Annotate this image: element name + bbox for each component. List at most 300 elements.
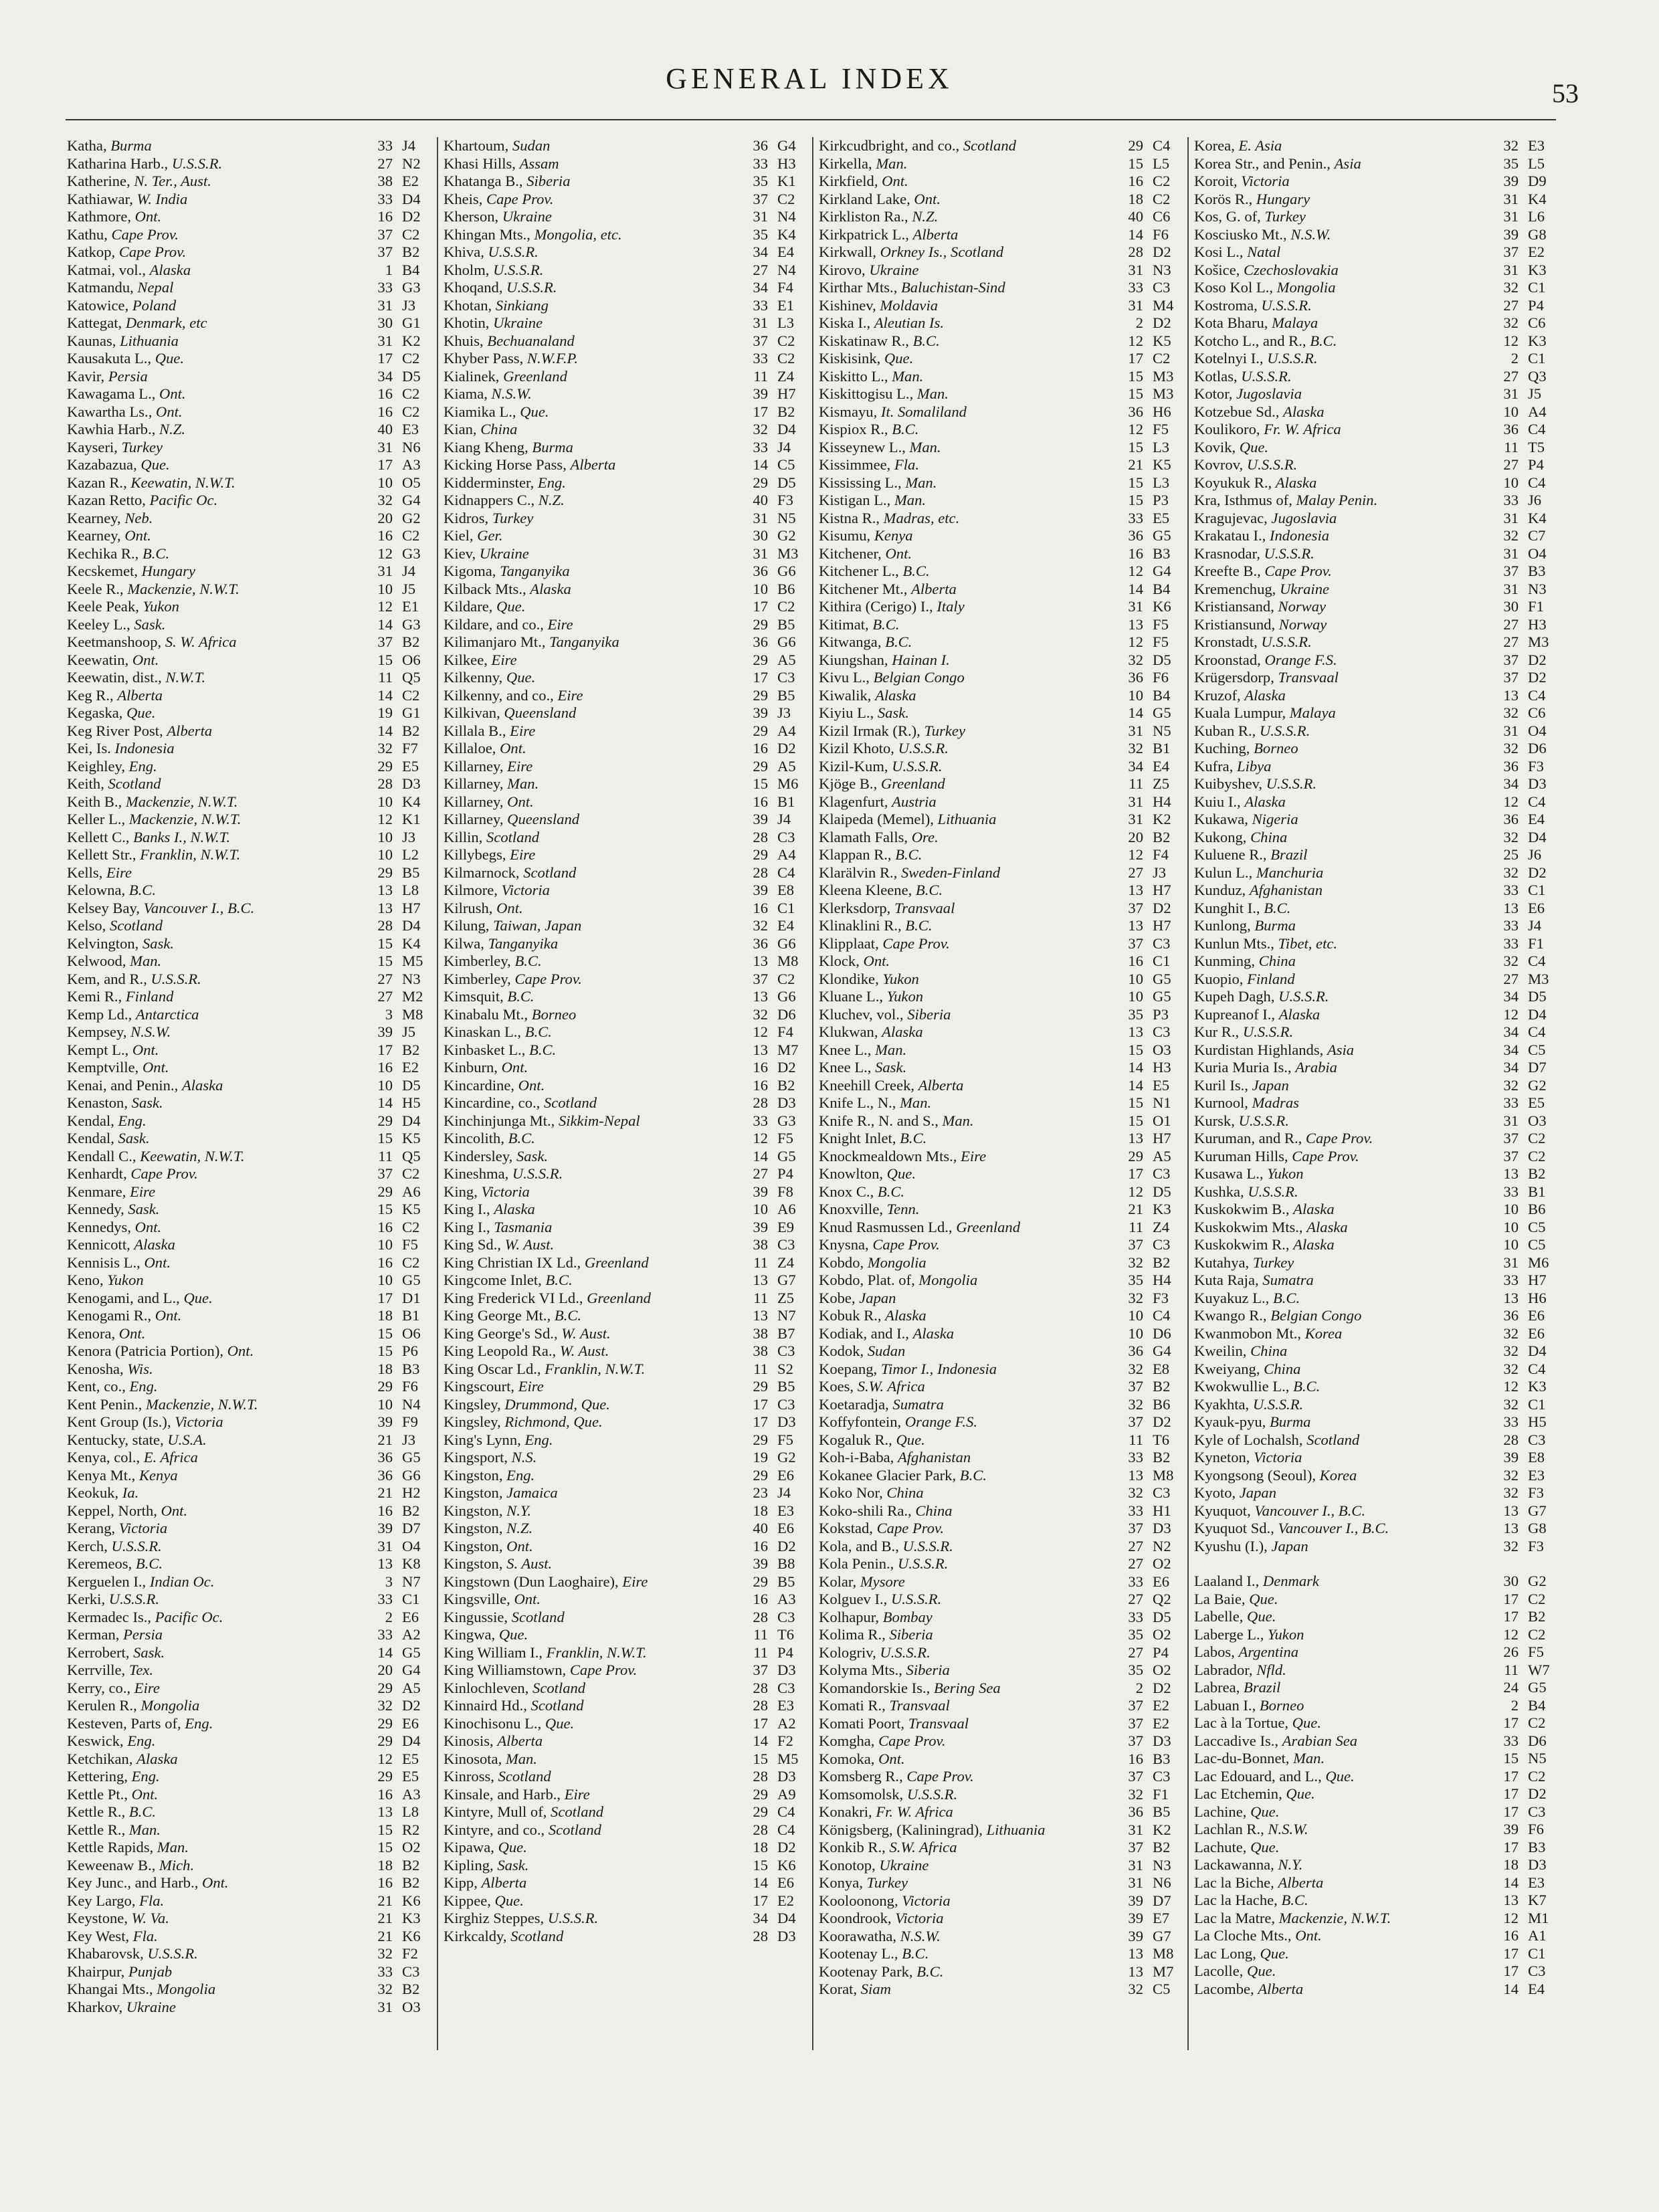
entry-region: Neb. (124, 509, 153, 526)
entry-name: Kruzof, (1194, 686, 1245, 704)
entry-region: N.W.T. (165, 669, 206, 686)
entry-grid: C3 (1153, 934, 1171, 952)
entry-name: Kola Penin., (819, 1555, 898, 1572)
entry-page: 13 (1128, 1130, 1143, 1146)
entry-place (1194, 1608, 1488, 1626)
entry-name: Kholm, (444, 261, 494, 278)
entry-page: 13 (753, 1307, 768, 1324)
entry-name: Kiungshan, (819, 651, 892, 668)
entry-grid: B2 (1153, 1253, 1171, 1271)
index-entry (67, 297, 431, 315)
entry-name: Khiva, (444, 243, 488, 260)
entry-region: Scotland (551, 1803, 604, 1820)
entry-page: 31 (377, 1998, 393, 2015)
entry-grid: P4 (777, 1643, 793, 1661)
entry-grid: F1 (1528, 598, 1544, 615)
entry-grid: D2 (1153, 1413, 1171, 1430)
index-entry (444, 758, 807, 776)
entry-page: 14 (377, 615, 393, 633)
entry-region: Que. (1247, 1608, 1276, 1625)
index-entry (444, 1467, 807, 1485)
index-entry (1194, 1236, 1557, 1254)
index-entry (67, 1130, 431, 1148)
entry-grid: B2 (402, 1502, 420, 1519)
entry-page: 17 (1503, 1608, 1519, 1625)
entry-name: Kosi L., (1194, 243, 1248, 260)
entry-name: Kincardine, (444, 1076, 518, 1094)
entry-place (819, 1484, 1112, 1502)
entry-region: B.C. (128, 1803, 157, 1820)
index-entry (444, 1006, 807, 1024)
entry-grid: F5 (402, 1236, 418, 1253)
entry-name: Kweilin, (1194, 1342, 1251, 1359)
entry-region: Alaska (1275, 474, 1317, 491)
entry-grid: E8 (1153, 1360, 1170, 1377)
entry-grid: C1 (1528, 882, 1546, 898)
entry-grid: E7 (1153, 1910, 1170, 1926)
index-entry (819, 1059, 1182, 1077)
index-entry (819, 1573, 1182, 1591)
entry-region: B.C. (905, 917, 933, 934)
index-entry (1194, 793, 1557, 811)
entry-name: Kawartha Ls., (67, 403, 157, 420)
index-entry (67, 1626, 431, 1644)
entry-page: 15 (377, 934, 393, 952)
entry-name: Kenaston, (67, 1094, 132, 1111)
entry-region: Cape Prov. (872, 1236, 940, 1253)
index-entry (67, 1484, 431, 1502)
entry-place (67, 1662, 362, 1680)
entry-page: 37 (1503, 563, 1519, 579)
entry-region: Turkey (1264, 208, 1306, 225)
entry-place (444, 262, 737, 280)
entry-name: Khairpur, (67, 1963, 128, 1980)
entry-place (67, 829, 362, 847)
entry-region: Ont. (132, 1041, 159, 1058)
entry-place (67, 1378, 362, 1396)
entry-region: Mongolia (918, 1272, 978, 1288)
entry-grid: A1 (1528, 1927, 1547, 1944)
entry-place (1194, 403, 1488, 421)
entry-place (1194, 545, 1488, 563)
entry-name: King Christian IX Ld., (444, 1253, 585, 1271)
entry-page: 32 (1503, 1324, 1519, 1342)
entry-name: Kenosha, (67, 1360, 128, 1377)
entry-page: 16 (753, 1537, 768, 1554)
entry-region: Ont. (124, 527, 151, 544)
entry-name: Kristiansand, (1194, 598, 1278, 615)
entry-place (819, 1555, 1112, 1573)
entry-name: Klukwan, (819, 1023, 882, 1040)
entry-page: 35 (753, 225, 768, 243)
entry-place (67, 1112, 362, 1130)
index-entry (444, 1023, 807, 1041)
index-entry (444, 1236, 807, 1254)
entry-grid: C7 (1528, 527, 1546, 544)
index-entry (819, 971, 1182, 989)
entry-page: 18 (753, 1839, 768, 1855)
entry-name: Kostroma, (1194, 296, 1262, 314)
entry-name: Kempsey, (67, 1023, 131, 1040)
entry-place (444, 297, 737, 315)
entry-region: Ukraine (869, 261, 919, 278)
entry-grid: D6 (1153, 1324, 1171, 1342)
entry-page: 10 (1503, 1201, 1519, 1217)
entry-region: Man. (507, 775, 539, 792)
index-entry (67, 332, 431, 350)
entry-page: 21 (377, 1484, 393, 1501)
entry-page: 15 (1128, 1112, 1143, 1129)
entry-place (1194, 1768, 1488, 1786)
index-entry (444, 1413, 807, 1431)
index-entry (1194, 1484, 1557, 1502)
entry-page: 32 (377, 492, 393, 508)
entry-name: Kilimanjaro Mt., (444, 633, 550, 650)
entry-page: 29 (753, 757, 768, 775)
entry-place (819, 1803, 1112, 1821)
entry-page: 15 (1503, 1750, 1519, 1767)
entry-place (444, 1201, 737, 1219)
entry-place (1194, 793, 1488, 811)
entry-region: B.C. (1293, 1378, 1321, 1395)
entry-place (819, 173, 1112, 191)
entry-place (819, 350, 1112, 368)
entry-region: S. Aust. (506, 1555, 553, 1572)
entry-place (819, 846, 1112, 864)
entry-region: Sinkiang (495, 296, 549, 314)
entry-region: Sask. (133, 1643, 165, 1661)
entry-page: 27 (377, 970, 393, 987)
entry-name: Klappan R., (819, 846, 896, 863)
entry-grid: C2 (777, 350, 795, 367)
index-entry (444, 1555, 807, 1573)
entry-page: 29 (753, 1466, 768, 1484)
index-entry (1194, 971, 1557, 989)
entry-name: Kazabazua, (67, 456, 141, 473)
index-entry (819, 669, 1182, 687)
index-entry (1194, 1148, 1557, 1166)
index-entry (444, 1803, 807, 1821)
entry-place (67, 1945, 362, 1963)
index-entry (444, 262, 807, 280)
entry-page: 16 (753, 1076, 768, 1094)
entry-region: N.S.W. (1268, 1821, 1308, 1837)
index-entry (1194, 616, 1557, 634)
entry-page: 17 (377, 1289, 393, 1306)
entry-name: Kenmare, (67, 1183, 130, 1200)
entry-grid: C1 (1528, 1944, 1546, 1962)
index-entry (444, 598, 807, 616)
entry-page: 10 (753, 1201, 768, 1217)
entry-region: Ont. (156, 403, 183, 420)
entry-grid: Z4 (777, 1253, 795, 1271)
entry-place (1194, 421, 1488, 439)
entry-name: Kilmore, (444, 882, 502, 898)
index-entry (444, 1626, 807, 1644)
entry-name: King William I., (444, 1643, 547, 1661)
entry-grid: B2 (402, 1856, 420, 1874)
entry-region: Transvaal (889, 1697, 950, 1714)
index-entry (819, 314, 1182, 332)
entry-place (444, 846, 737, 864)
entry-region: B.C. (902, 1945, 929, 1962)
entry-name: Klock, (819, 952, 864, 969)
entry-name: King I., (444, 1218, 494, 1235)
entry-grid: C4 (777, 1821, 795, 1838)
entry-place (1194, 1538, 1488, 1556)
entry-page: 15 (1128, 492, 1143, 508)
entry-grid: L8 (402, 882, 419, 898)
entry-page: 13 (377, 899, 393, 916)
entry-grid: T6 (777, 1626, 795, 1643)
entry-name: King Oscar Ld., (444, 1360, 545, 1377)
index-entry (444, 456, 807, 474)
index-entry (444, 1591, 807, 1609)
entry-grid: B4 (1153, 686, 1171, 704)
entry-page: 33 (1128, 509, 1143, 526)
entry-page: 15 (377, 651, 393, 668)
entry-region: U.S.S.R. (1246, 456, 1298, 473)
entry-page: 17 (1128, 350, 1143, 367)
entry-name: Kitwanga, (819, 633, 886, 650)
entry-page: 30 (377, 314, 393, 331)
entry-page: 14 (1503, 1874, 1519, 1891)
index-column-3 (812, 137, 1187, 2050)
entry-grid: H4 (1153, 793, 1171, 810)
entry-page: 10 (1503, 403, 1519, 420)
entry-place (1194, 1219, 1488, 1237)
entry-grid: K1 (777, 173, 796, 189)
entry-page: 12 (1503, 1625, 1519, 1643)
entry-place (67, 633, 362, 651)
entry-page: 21 (377, 1927, 393, 1944)
entry-name: Kiwalik, (819, 686, 876, 704)
entry-name: Kingussie, (444, 1608, 512, 1625)
entry-page: 10 (377, 1236, 393, 1253)
entry-page: 39 (1503, 173, 1519, 189)
entry-grid: J3 (402, 296, 416, 314)
index-entry (1194, 1023, 1557, 1041)
entry-place (444, 1236, 737, 1254)
entry-page: 37 (1128, 934, 1143, 952)
entry-place (67, 1467, 362, 1485)
entry-name: Kincolith, (444, 1130, 508, 1146)
index-entry (444, 155, 807, 173)
entry-page: 29 (1128, 137, 1143, 154)
entry-name: Kotelnyi I., (1194, 350, 1268, 367)
entry-grid: E6 (1528, 1307, 1545, 1324)
entry-name: Lac la Biche, (1194, 1874, 1278, 1891)
entry-page: 14 (377, 686, 393, 704)
entry-page: 32 (1503, 828, 1519, 845)
entry-grid: Z4 (777, 367, 795, 385)
entry-place (67, 1290, 362, 1308)
entry-place (819, 1378, 1112, 1396)
entry-page: 34 (1503, 775, 1519, 792)
index-entry (444, 1609, 807, 1627)
entry-region: Madras (1252, 1094, 1299, 1111)
index-entry (444, 1148, 807, 1166)
entry-name: Krügersdorp, (1194, 669, 1278, 686)
index-entry (67, 1839, 431, 1857)
entry-region: Cape Prov. (130, 1165, 198, 1182)
entry-name: Katherine, (67, 173, 134, 189)
entry-region: U.S.S.R. (906, 1785, 958, 1803)
entry-name: Kispiox R., (819, 421, 892, 437)
index-entry (1194, 1361, 1557, 1379)
entry-name: Kerrobert, (67, 1643, 134, 1661)
entry-page: 31 (1503, 1253, 1519, 1271)
entry-region: Alaska (1293, 1236, 1335, 1253)
entry-region: Afghanistan (1249, 882, 1323, 898)
entry-grid: F6 (1153, 669, 1169, 686)
entry-grid: B3 (1153, 544, 1171, 562)
entry-grid: G5 (1528, 1679, 1547, 1696)
entry-place (444, 243, 737, 262)
index-entry (819, 1484, 1182, 1502)
entry-page: 29 (377, 1714, 393, 1732)
entry-name: Kingsley, (444, 1395, 505, 1413)
entry-grid: E3 (1528, 1466, 1545, 1484)
entry-place (819, 1945, 1112, 1963)
entry-place (444, 1378, 737, 1396)
entry-name: Kian, (444, 421, 481, 437)
entry-grid: J5 (402, 1023, 416, 1040)
entry-region: Sask. (516, 1147, 549, 1165)
entry-region: Que. (884, 350, 914, 367)
entry-page: 39 (377, 1520, 393, 1536)
entry-grid: L6 (1528, 208, 1545, 225)
entry-page: 15 (753, 1750, 768, 1767)
index-entry (1194, 1254, 1557, 1272)
index-entry (1194, 1378, 1557, 1396)
entry-page: 28 (753, 1608, 768, 1625)
entry-region: Man. (916, 385, 949, 402)
entry-grid: D2 (1153, 1679, 1171, 1696)
entry-region: Ont. (500, 740, 526, 757)
entry-page: 15 (377, 1342, 393, 1359)
entry-place (67, 1538, 362, 1556)
entry-region: Cape Prov. (1292, 1147, 1359, 1165)
entry-grid: K3 (1528, 332, 1547, 349)
index-entry (1194, 829, 1557, 847)
entry-page: 29 (377, 1679, 393, 1696)
entry-page: 38 (377, 173, 393, 189)
index-entry (819, 545, 1182, 563)
entry-page: 13 (1503, 1165, 1519, 1182)
entry-name: Katowice, (67, 296, 132, 314)
index-entry (67, 1148, 431, 1166)
entry-place (819, 988, 1112, 1006)
entry-name: Kimberley, (444, 952, 515, 969)
entry-grid: O2 (1153, 1662, 1171, 1678)
entry-page: 16 (377, 385, 393, 402)
entry-grid: D2 (1528, 1785, 1547, 1802)
index-entry (1194, 563, 1557, 581)
entry-grid: M6 (1528, 1253, 1549, 1271)
entry-place (444, 633, 737, 651)
index-entry (819, 1431, 1182, 1449)
entry-grid: C2 (1153, 173, 1171, 189)
index-entry (444, 1041, 807, 1060)
entry-grid: K3 (1528, 1378, 1547, 1395)
index-entry (1194, 1643, 1557, 1662)
entry-grid: K4 (777, 225, 796, 243)
entry-place (819, 1396, 1112, 1414)
entry-place (67, 1786, 362, 1804)
entry-grid: G7 (1528, 1502, 1547, 1519)
entry-name: Kiama, (444, 385, 492, 402)
entry-place (444, 1413, 737, 1431)
index-entry (819, 1165, 1182, 1183)
index-entry (1194, 1059, 1557, 1077)
entry-region: Cape Prov. (118, 243, 187, 260)
entry-name: Keith, (67, 775, 108, 792)
index-entry (444, 173, 807, 191)
entry-grid: N5 (1153, 722, 1171, 739)
entry-grid: N7 (402, 1573, 421, 1590)
entry-place (1194, 1112, 1488, 1130)
entry-place (1194, 1732, 1488, 1750)
entry-place (444, 1254, 737, 1272)
entry-region: Pacific Oc. (149, 492, 218, 508)
entry-page: 39 (377, 1413, 393, 1430)
entry-grid: E4 (1153, 757, 1170, 775)
entry-grid: D4 (777, 1910, 796, 1926)
index-entry (444, 1290, 807, 1308)
entry-place (819, 226, 1112, 244)
entry-name: Koetaradja, (819, 1395, 893, 1413)
entry-region: Alaska (530, 580, 571, 597)
entry-grid: G3 (777, 1112, 796, 1129)
entry-name: Kettle Pt., (67, 1785, 132, 1803)
entry-name: Knud Rasmussen Ld., (819, 1218, 957, 1235)
entry-name: Kyauk-pyu, (1194, 1413, 1270, 1430)
entry-name: Keewatin, (67, 651, 132, 668)
entry-region: Eire (507, 757, 533, 775)
entry-name: Kirkfield, (819, 173, 882, 189)
entry-name: Khingan Mts., (444, 225, 534, 243)
index-entry (819, 1928, 1182, 1946)
entry-grid: C2 (402, 403, 420, 420)
index-entry (67, 137, 431, 155)
entry-place (819, 1857, 1112, 1875)
entry-region: Alaska (494, 1201, 535, 1217)
entry-grid: D3 (777, 1413, 796, 1430)
entry-place (67, 1130, 362, 1148)
entry-name: Labrador, (1194, 1661, 1257, 1678)
entry-place (819, 545, 1112, 563)
entry-region: Afghanistan (897, 1449, 971, 1466)
entry-grid: M8 (402, 1005, 423, 1023)
entry-region: Alaska (1283, 403, 1325, 420)
entry-place (67, 687, 362, 705)
entry-page: 37 (753, 332, 768, 349)
entry-place (1194, 1431, 1488, 1449)
entry-region: Keewatin, N.W.T. (140, 1147, 245, 1165)
entry-name: Kingwa, (444, 1626, 499, 1643)
index-entry (67, 1555, 431, 1573)
entry-place (444, 917, 737, 935)
entry-page: 32 (1503, 1466, 1519, 1484)
entry-grid: L3 (1153, 474, 1170, 491)
entry-page: 29 (753, 1785, 768, 1803)
entry-grid: G4 (1153, 563, 1171, 579)
entry-page: 32 (1128, 1395, 1143, 1413)
entry-place (444, 1219, 737, 1237)
entry-place (67, 474, 362, 492)
entry-grid: E6 (1528, 1324, 1545, 1342)
